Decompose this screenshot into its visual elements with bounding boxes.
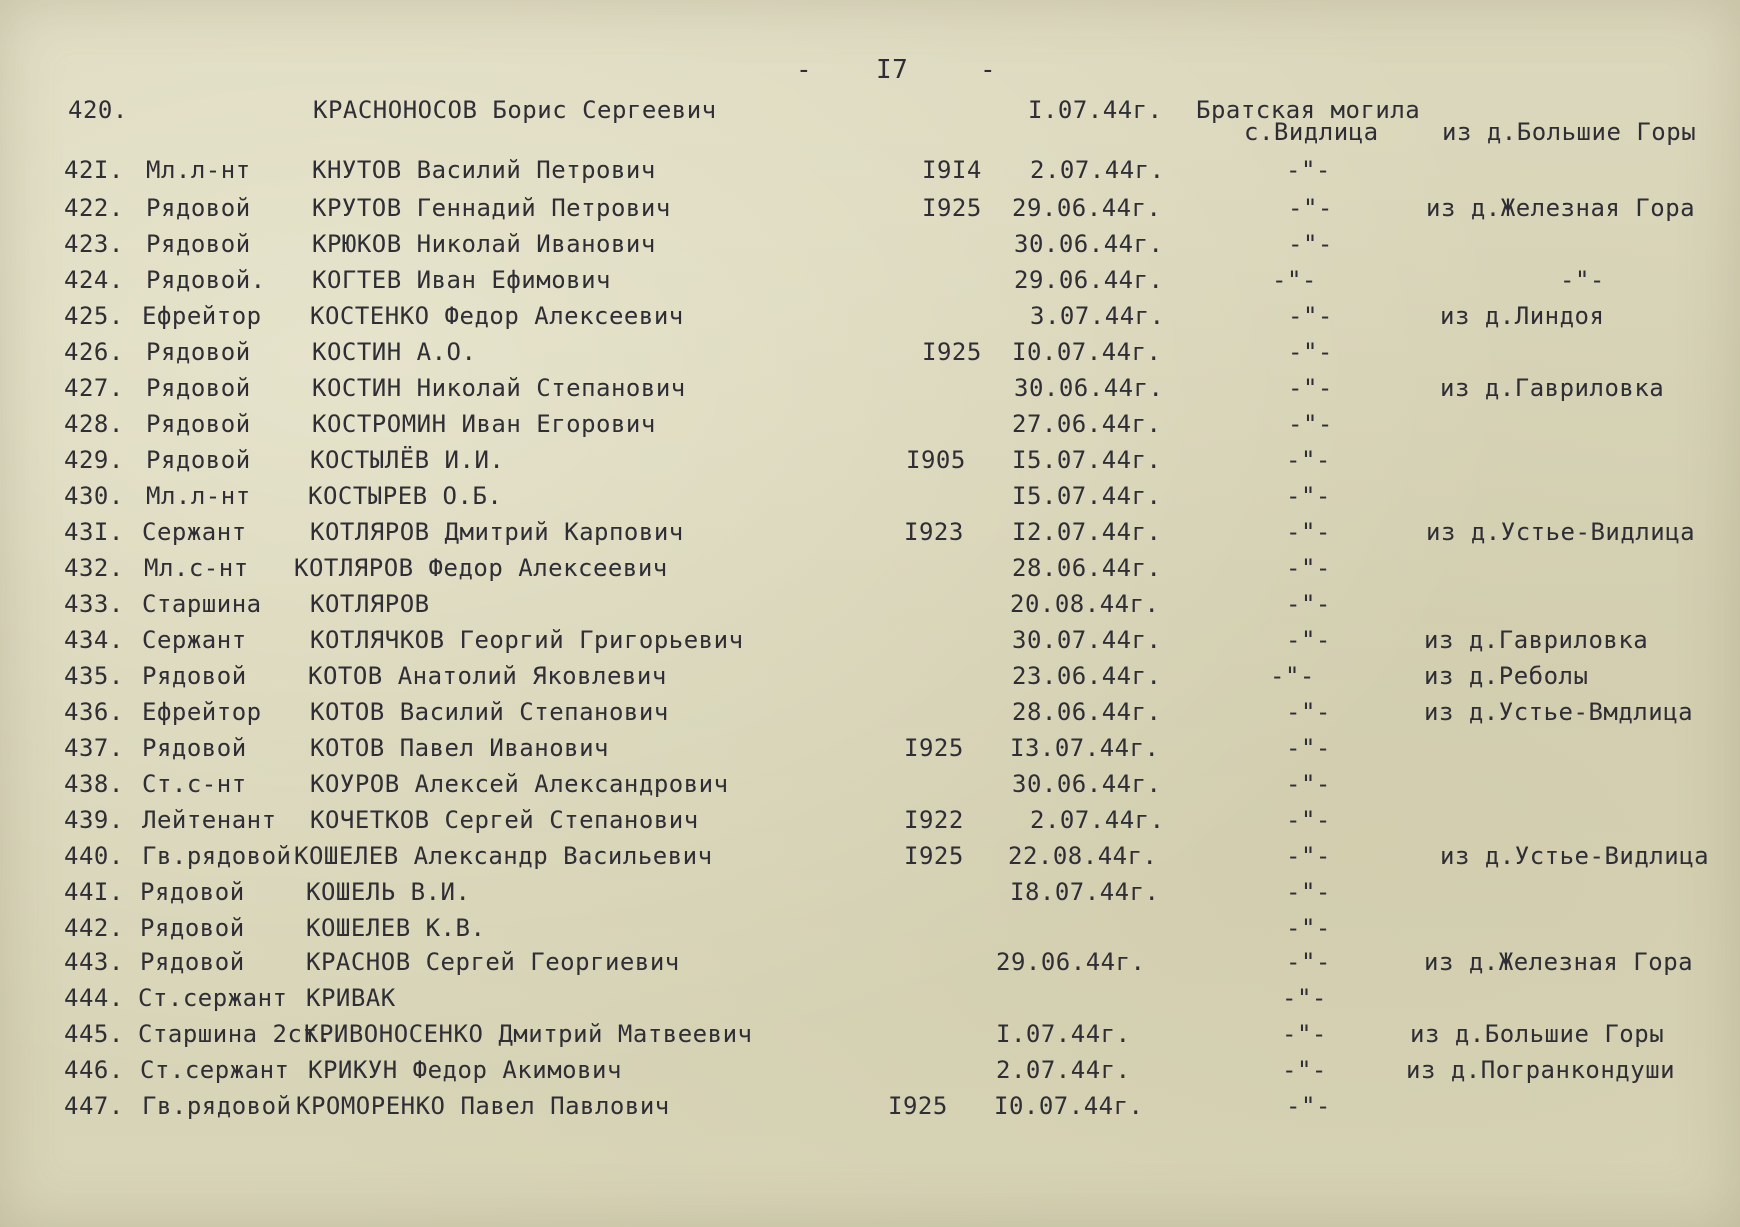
entry-name: КОТОВ Павел Иванович — [310, 734, 609, 762]
entry-origin: из д.Устье-Видлица — [1426, 518, 1696, 546]
entry-number: 43I. — [64, 518, 124, 546]
entry-name: КРЮКОВ Николай Иванович — [312, 230, 656, 258]
entry-number: 427. — [64, 374, 124, 402]
entry-burial-place: -"- — [1286, 734, 1331, 762]
entry-rank: Ст.сержант — [140, 1056, 290, 1084]
entry-date: 2.07.44г. — [1030, 156, 1165, 184]
entry-name: КОЧЕТКОВ Сергей Степанович — [310, 806, 699, 834]
entry-date: 29.06.44г. — [1014, 266, 1164, 294]
entry-name: КРОМОРЕНКО Павел Павлович — [296, 1092, 670, 1120]
entry-name: КОШЕЛЕВ К.В. — [306, 914, 486, 942]
entry-origin: из д.Гавриловка — [1424, 626, 1649, 654]
entry-origin: из д.Железная Гора — [1426, 194, 1696, 222]
entry-number: 443. — [64, 948, 124, 976]
entry-date: 27.06.44г. — [1012, 410, 1162, 438]
entry-origin: из д.Погранкондуши — [1406, 1056, 1676, 1084]
entry-name: КРИВАК — [306, 984, 396, 1012]
entry-date: 29.06.44г. — [1012, 194, 1162, 222]
entry-origin: из д.Железная Гора — [1424, 948, 1694, 976]
entry-date: 23.06.44г. — [1012, 662, 1162, 690]
entry-name: КРАСНОВ Сергей Георгиевич — [306, 948, 680, 976]
entry-birth-year: I922 — [904, 806, 964, 834]
page-number: I7 — [876, 55, 909, 85]
entry-number: 432. — [64, 554, 124, 582]
entry-burial-place: -"- — [1288, 374, 1333, 402]
entry-name: КРИВОНОСЕНКО Дмитрий Матвеевич — [304, 1020, 753, 1048]
entry-burial-place: -"- — [1286, 914, 1331, 942]
entry-birth-year: I925 — [922, 338, 982, 366]
entry-date: I3.07.44г. — [1010, 734, 1160, 762]
entry-burial-place: -"- — [1286, 698, 1331, 726]
entry-birth-year: I925 — [904, 734, 964, 762]
entry-burial-place: -"- — [1286, 806, 1331, 834]
entry-origin: из д.Устье-Видлица — [1440, 842, 1710, 870]
entry-name: КОТОВ Анатолий Яковлевич — [308, 662, 667, 690]
entry-name: КРАСНОНОСОВ Борис Сергеевич — [313, 96, 717, 124]
entry-name: КОТЛЯРОВ — [310, 590, 430, 618]
entry-burial-place: -"- — [1286, 626, 1331, 654]
entry-origin: из д.Реболы — [1424, 662, 1589, 690]
entry-burial-place: -"- — [1286, 518, 1331, 546]
entry-number: 447. — [64, 1092, 124, 1120]
entry-burial-place: -"- — [1286, 878, 1331, 906]
entry-rank: Старшина — [142, 590, 262, 618]
entry-number: 446. — [64, 1056, 124, 1084]
entry-birth-year: I925 — [904, 842, 964, 870]
entry-rank: Ст.с-нт — [142, 770, 247, 798]
entry-rank: Мл.л-нт — [146, 482, 251, 510]
entry-birth-year: I905 — [906, 446, 966, 474]
entry-rank: Ефрейтор — [142, 302, 262, 330]
entry-date: 2.07.44г. — [1030, 806, 1165, 834]
entry-number: 440. — [64, 842, 124, 870]
entry-origin: из д.Гавриловка — [1440, 374, 1665, 402]
entry-number: 424. — [64, 266, 124, 294]
entry-rank: Мл.с-нт — [144, 554, 249, 582]
page-number-right-dash: - — [980, 55, 997, 85]
entry-rank: Рядовой — [140, 878, 245, 906]
entry-burial-place: -"- — [1286, 842, 1331, 870]
entry-birth-year: I923 — [904, 518, 964, 546]
entry-number: 429. — [64, 446, 124, 474]
entry-rank: Ефрейтор — [142, 698, 262, 726]
entry-burial-place: -"- — [1288, 302, 1333, 330]
entry-burial-place: -"- — [1282, 1020, 1327, 1048]
entry-name: КОСТЕНКО Федор Алексеевич — [310, 302, 684, 330]
entry-date: 29.06.44г. — [996, 948, 1146, 976]
entry-name: КРУТОВ Геннадий Петрович — [312, 194, 671, 222]
entry-name: КОСТРОМИН Иван Егорович — [312, 410, 656, 438]
entry-name: КОТОВ Василий Степанович — [310, 698, 669, 726]
entry-rank: Ст.сержант — [138, 984, 288, 1012]
entry-date: I0.07.44г. — [1012, 338, 1162, 366]
entry-number: 434. — [64, 626, 124, 654]
entry-number: 436. — [64, 698, 124, 726]
entry-rank: Лейтенант — [142, 806, 277, 834]
entry-burial-place: -"- — [1286, 770, 1331, 798]
entry-rank: Рядовой — [140, 948, 245, 976]
entry-number: 435. — [64, 662, 124, 690]
entry-birth-year: I925 — [922, 194, 982, 222]
burial-place-line1: Братская могила — [1196, 96, 1421, 124]
entry-name: КОСТЫРЕВ О.Б. — [308, 482, 503, 510]
entry-burial-place: -"- — [1288, 338, 1333, 366]
entry-rank: Рядовой — [146, 446, 251, 474]
entry-rank: Рядовой — [146, 374, 251, 402]
entry-date: 3.07.44г. — [1030, 302, 1165, 330]
entry-number: 445. — [64, 1020, 124, 1048]
entry-birth-year: I9I4 — [922, 156, 982, 184]
entry-name: КОШЕЛЕВ Александр Васильевич — [294, 842, 713, 870]
entry-number: 426. — [64, 338, 124, 366]
entry-number: 425. — [64, 302, 124, 330]
entry-date: I2.07.44г. — [1012, 518, 1162, 546]
entry-number: 442. — [64, 914, 124, 942]
entry-burial-place: -"- — [1286, 590, 1331, 618]
entry-name: КОТЛЯРОВ Федор Алексеевич — [294, 554, 668, 582]
entry-burial-place: -"- — [1270, 662, 1315, 690]
entry-rank: Сержант — [142, 518, 247, 546]
entry-date: 20.08.44г. — [1010, 590, 1160, 618]
entry-burial-place: -"- — [1286, 446, 1331, 474]
entry-origin: из д.Линдоя — [1440, 302, 1605, 330]
entry-origin: из д.Большие Горы — [1442, 118, 1697, 146]
entry-rank: Старшина 2ст. — [138, 1020, 333, 1048]
entry-burial-place: -"- — [1286, 482, 1331, 510]
entry-name: КНУТОВ Василий Петрович — [312, 156, 656, 184]
entry-rank: Рядовой — [142, 734, 247, 762]
entry-rank: Сержант — [142, 626, 247, 654]
entry-rank: Рядовой. — [146, 266, 266, 294]
entry-name: КОСТИН А.О. — [312, 338, 477, 366]
entry-rank: Рядовой — [146, 338, 251, 366]
entry-number: 423. — [64, 230, 124, 258]
entry-rank: Гв.рядовой — [142, 842, 292, 870]
entry-burial-place: -"- — [1286, 1092, 1331, 1120]
entry-burial-place: -"- — [1288, 194, 1333, 222]
entry-number: 422. — [64, 194, 124, 222]
entry-date: 28.06.44г. — [1012, 698, 1162, 726]
entry-burial-place: -"- — [1286, 554, 1331, 582]
burial-place-line2: с.Видлица — [1244, 118, 1379, 146]
entry-date: 2.07.44г. — [996, 1056, 1131, 1084]
entry-number: 44I. — [64, 878, 124, 906]
entry-burial-place: -"- — [1272, 266, 1317, 294]
entry-rank: Рядовой — [146, 230, 251, 258]
entry-date: 30.07.44г. — [1012, 626, 1162, 654]
entry-birth-year: I925 — [888, 1092, 948, 1120]
entry-burial-place: -"- — [1282, 1056, 1327, 1084]
entry-rank: Рядовой — [146, 410, 251, 438]
entry-burial-place: -"- — [1286, 948, 1331, 976]
entry-burial-place: -"- — [1288, 410, 1333, 438]
entry-name: КОШЕЛЬ В.И. — [306, 878, 471, 906]
entry-date: 30.06.44г. — [1012, 770, 1162, 798]
entry-number: 438. — [64, 770, 124, 798]
entry-number: 428. — [64, 410, 124, 438]
entry-name: КОТЛЯРОВ Дмитрий Карпович — [310, 518, 684, 546]
entry-origin: из д.Большие Горы — [1410, 1020, 1665, 1048]
entry-rank: Рядовой — [146, 194, 251, 222]
entry-number: 444. — [64, 984, 124, 1012]
entry-date: 30.06.44г. — [1014, 374, 1164, 402]
entry-name: КРИКУН Федор Акимович — [308, 1056, 622, 1084]
page-number-left-dash: - — [796, 55, 813, 85]
entry-date: 22.08.44г. — [1008, 842, 1158, 870]
entry-burial-place: -"- — [1288, 230, 1333, 258]
entry-date: I0.07.44г. — [994, 1092, 1144, 1120]
entry-date: I5.07.44г. — [1012, 446, 1162, 474]
entry-date: 28.06.44г. — [1012, 554, 1162, 582]
entry-number: 433. — [64, 590, 124, 618]
entry-rank: Гв.рядовой — [142, 1092, 292, 1120]
entry-name: КОСТИН Николай Степанович — [312, 374, 686, 402]
entry-name: КОСТЫЛЁВ И.И. — [310, 446, 505, 474]
entry-rank: Рядовой — [142, 662, 247, 690]
entry-origin: из д.Устье-Вмдлица — [1424, 698, 1694, 726]
entry-number: 42I. — [64, 156, 124, 184]
entry-origin: -"- — [1560, 266, 1605, 294]
entry-date: I.07.44г. — [996, 1020, 1131, 1048]
entry-date: I8.07.44г. — [1010, 878, 1160, 906]
entry-name: КОТЛЯЧКОВ Георгий Григорьевич — [310, 626, 744, 654]
entry-name: КОУРОВ Алексей Александрович — [310, 770, 729, 798]
entry-rank: Рядовой — [140, 914, 245, 942]
entry-number: 439. — [64, 806, 124, 834]
entry-date: I5.07.44г. — [1012, 482, 1162, 510]
entry-name: КОГТЕВ Иван Ефимович — [312, 266, 611, 294]
entry-rank: Мл.л-нт — [146, 156, 251, 184]
entry-date: 30.06.44г. — [1014, 230, 1164, 258]
entry-number: 437. — [64, 734, 124, 762]
entry-number: 430. — [64, 482, 124, 510]
entry-burial-place: -"- — [1286, 156, 1331, 184]
entry-number: 420. — [68, 96, 128, 124]
entry-burial-place: -"- — [1282, 984, 1327, 1012]
entry-date: I.07.44г. — [1028, 96, 1163, 124]
